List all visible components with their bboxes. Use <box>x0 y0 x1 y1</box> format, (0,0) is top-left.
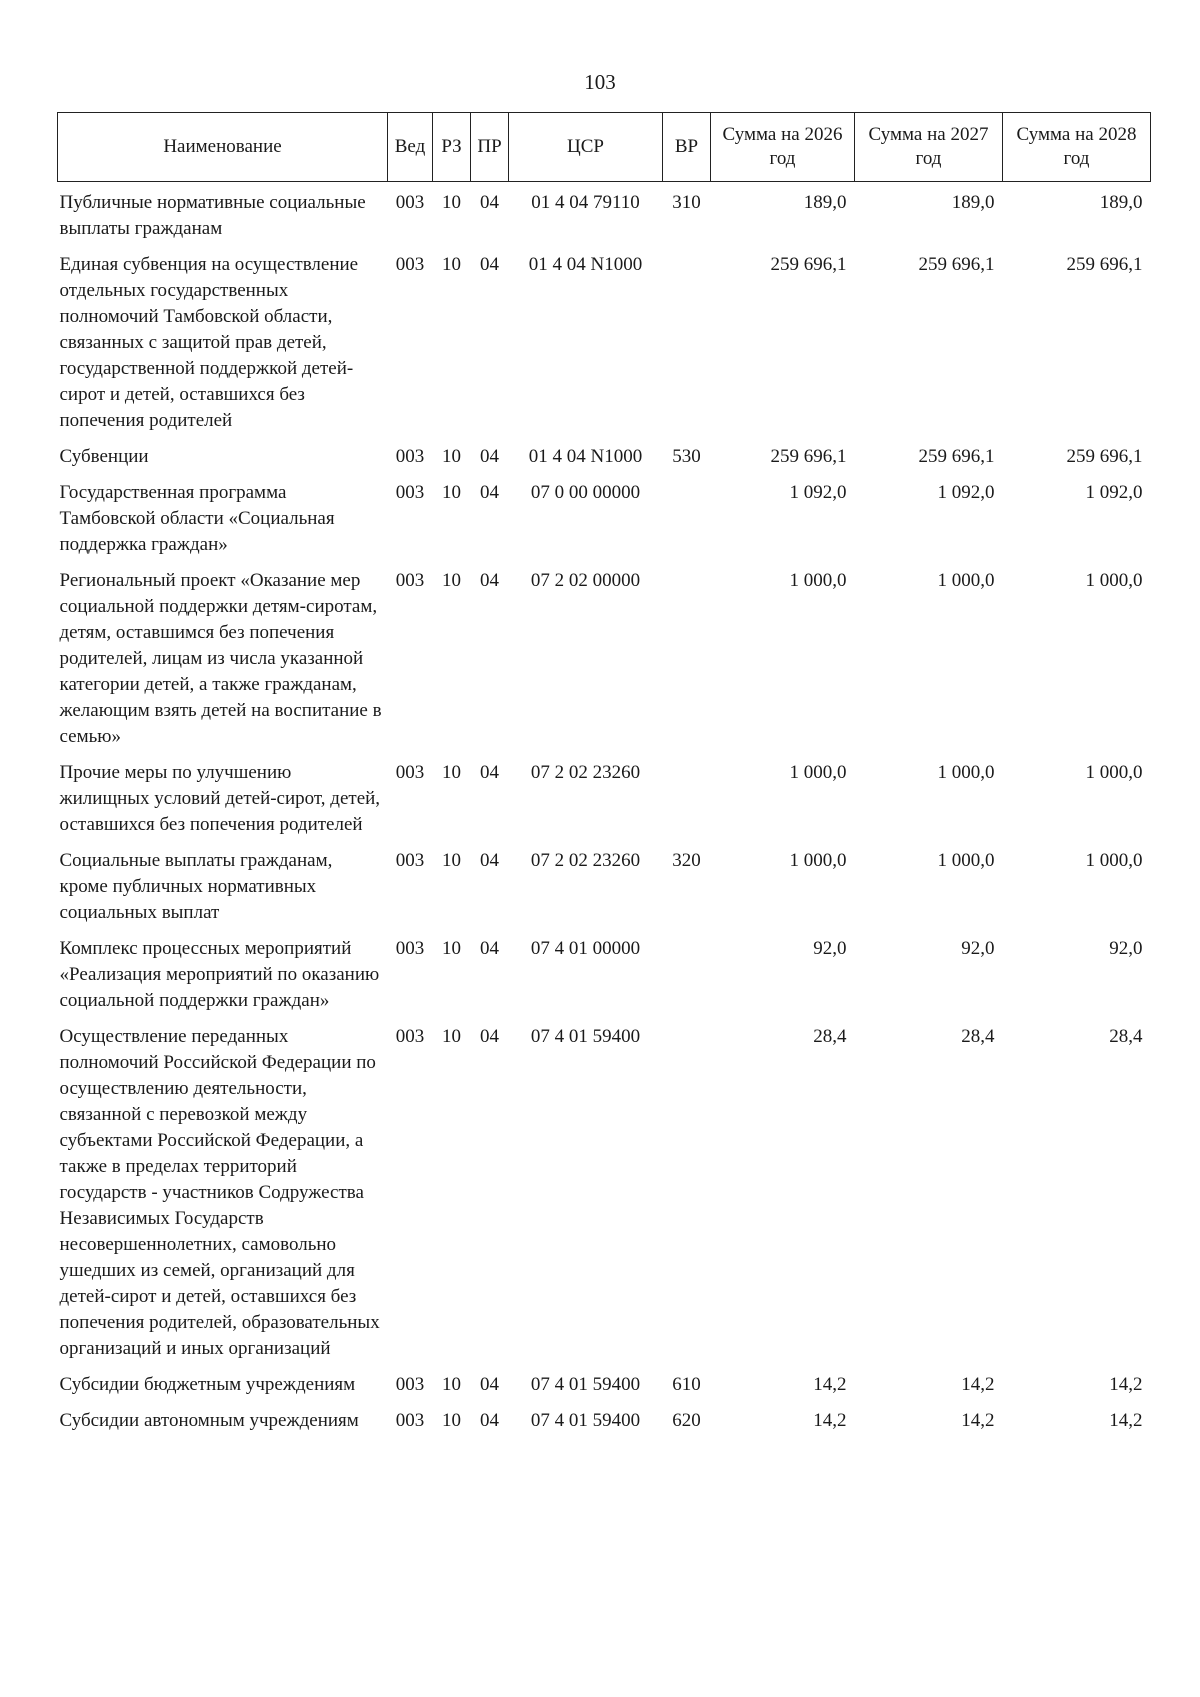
row-vr: 610 <box>672 1374 701 1395</box>
table-row <box>58 1398 1151 1434</box>
row-vr <box>663 242 711 434</box>
row-rz: 10 <box>442 482 461 503</box>
row-sum-2027: 92,0 <box>961 938 995 959</box>
table-row <box>58 1362 1151 1398</box>
row-sum-2026: 259 696,1 <box>770 254 847 275</box>
row-sum-2028: 1 000,0 <box>1085 850 1143 871</box>
table-row <box>58 1014 1151 1362</box>
row-ved: 003 <box>395 850 425 871</box>
row-csr: 07 2 02 23260 <box>530 762 641 783</box>
row-name: Социальные выплаты гражданам, кроме публичных нормативных социальных выплат <box>59 850 333 923</box>
row-name: Осуществление переданных полномочий Российской Федерации по осуществлению деятельности, связанной с перевозкой между субъектами Российской Федерации, а также в пределах территорий государств - участников Содружества Независимых Государств несовершеннолетних, самовольно ушедших из семей, организаций для детей-сирот и детей, оставшихся без попечения родителей, образовательных организаций и иных организаций <box>59 1026 380 1359</box>
row-name: Субсидии автономным учреждениям <box>59 1410 359 1431</box>
row-rz: 10 <box>442 1026 461 1047</box>
row-ved: 003 <box>395 482 425 503</box>
row-sum-2026: 1 000,0 <box>789 850 847 871</box>
page-number: 103 <box>584 70 616 94</box>
row-csr: 07 4 01 59400 <box>530 1410 641 1431</box>
row-pr: 04 <box>480 482 499 503</box>
row-rz: 10 <box>442 1410 461 1431</box>
row-sum-2026: 28,4 <box>813 1026 847 1047</box>
row-pr: 04 <box>480 192 499 213</box>
row-sum-2028: 259 696,1 <box>1066 254 1143 275</box>
row-rz: 10 <box>442 850 461 871</box>
table-row <box>58 838 1151 926</box>
row-sum-2028: 28,4 <box>1109 1026 1143 1047</box>
row-ved: 003 <box>395 446 425 467</box>
header-sum-2026: Сумма на 2026 год <box>711 113 855 182</box>
header-sum-2028: Сумма на 2028 год <box>1003 113 1151 182</box>
row-sum-2026: 1 092,0 <box>789 482 847 503</box>
row-pr: 04 <box>480 1026 499 1047</box>
header-ved: Вед <box>388 113 433 182</box>
row-ved: 003 <box>395 938 425 959</box>
row-sum-2027: 1 092,0 <box>937 482 995 503</box>
row-sum-2026: 1 000,0 <box>789 762 847 783</box>
row-sum-2027: 14,2 <box>961 1374 995 1395</box>
row-pr: 04 <box>480 1374 499 1395</box>
row-pr: 04 <box>480 1410 499 1431</box>
row-vr: 530 <box>672 446 701 467</box>
row-vr <box>663 470 711 558</box>
row-ved: 003 <box>395 1026 425 1047</box>
budget-table <box>57 112 1151 1434</box>
row-ved: 003 <box>395 1410 425 1431</box>
header-sum-2027: Сумма на 2027 год <box>855 113 1003 182</box>
table-row <box>58 750 1151 838</box>
row-pr: 04 <box>480 762 499 783</box>
row-rz: 10 <box>442 762 461 783</box>
row-name: Комплекс процессных мероприятий «Реализация мероприятий по оказанию социальной поддержки граждан» <box>59 938 380 1011</box>
row-pr: 04 <box>480 570 499 591</box>
table-row <box>58 182 1151 243</box>
row-name: Единая субвенция на осуществление отдельных государственных полномочий Тамбовской области, связанных с защитой прав детей, государственной поддержкой детей-сирот и детей, оставшихся без попечения родителей <box>59 254 359 431</box>
header-rz: РЗ <box>433 113 471 182</box>
row-sum-2028: 189,0 <box>1099 192 1143 213</box>
row-sum-2028: 1 092,0 <box>1085 482 1143 503</box>
row-sum-2028: 14,2 <box>1109 1374 1143 1395</box>
row-vr <box>663 558 711 750</box>
row-csr: 07 2 02 23260 <box>530 850 641 871</box>
header-vr: ВР <box>663 113 711 182</box>
table-body <box>58 182 1151 1435</box>
row-ved: 003 <box>395 762 425 783</box>
row-rz: 10 <box>442 254 461 275</box>
row-csr: 07 4 01 00000 <box>530 938 641 959</box>
row-rz: 10 <box>442 1374 461 1395</box>
row-vr <box>663 926 711 1014</box>
row-sum-2027: 1 000,0 <box>937 762 995 783</box>
row-ved: 003 <box>395 570 425 591</box>
row-sum-2026: 14,2 <box>813 1410 847 1431</box>
table-row <box>58 558 1151 750</box>
row-sum-2026: 1 000,0 <box>789 570 847 591</box>
row-csr: 01 4 04 N1000 <box>528 254 643 275</box>
row-rz: 10 <box>442 938 461 959</box>
row-name: Публичные нормативные социальные выплаты гражданам <box>59 192 366 239</box>
row-csr: 07 2 02 00000 <box>530 570 641 591</box>
row-sum-2027: 189,0 <box>951 192 995 213</box>
row-sum-2028: 92,0 <box>1109 938 1143 959</box>
row-rz: 10 <box>442 446 461 467</box>
row-ved: 003 <box>395 192 425 213</box>
row-name: Региональный проект «Оказание мер социальной поддержки детям-сиротам, детям, оставшимся без попечения родителей, лицам из числа указанной категории детей, а также гражданам, желающим взять детей на воспитание в семью» <box>59 570 382 747</box>
row-sum-2027: 259 696,1 <box>918 254 995 275</box>
header-csr: ЦСР <box>509 113 663 182</box>
row-vr: 310 <box>672 192 701 213</box>
header-name: Наименование <box>58 113 388 182</box>
row-vr <box>663 750 711 838</box>
header-row <box>58 113 1151 182</box>
row-sum-2026: 14,2 <box>813 1374 847 1395</box>
row-pr: 04 <box>480 446 499 467</box>
row-rz: 10 <box>442 570 461 591</box>
table-row <box>58 470 1151 558</box>
table-row <box>58 242 1151 434</box>
row-ved: 003 <box>395 254 425 275</box>
row-csr: 01 4 04 N1000 <box>528 446 643 467</box>
row-sum-2027: 28,4 <box>961 1026 995 1047</box>
row-pr: 04 <box>480 254 499 275</box>
row-sum-2027: 1 000,0 <box>937 850 995 871</box>
row-csr: 01 4 04 79110 <box>531 192 640 213</box>
row-sum-2026: 189,0 <box>803 192 847 213</box>
row-pr: 04 <box>480 938 499 959</box>
row-sum-2027: 259 696,1 <box>918 446 995 467</box>
row-name: Прочие меры по улучшению жилищных условий детей-сирот, детей, оставшихся без попечения родителей <box>59 762 381 835</box>
table-row <box>58 926 1151 1014</box>
row-ved: 003 <box>395 1374 425 1395</box>
row-csr: 07 4 01 59400 <box>530 1026 641 1047</box>
row-vr: 620 <box>672 1410 701 1431</box>
row-sum-2027: 14,2 <box>961 1410 995 1431</box>
row-vr: 320 <box>672 850 701 871</box>
row-csr: 07 4 01 59400 <box>530 1374 641 1395</box>
row-vr <box>663 1014 711 1362</box>
header-pr: ПР <box>471 113 509 182</box>
row-sum-2028: 1 000,0 <box>1085 762 1143 783</box>
row-sum-2028: 14,2 <box>1109 1410 1143 1431</box>
row-name: Государственная программа Тамбовской области «Социальная поддержка граждан» <box>59 482 335 555</box>
row-sum-2026: 259 696,1 <box>770 446 847 467</box>
row-csr: 07 0 00 00000 <box>530 482 641 503</box>
row-sum-2027: 1 000,0 <box>937 570 995 591</box>
table-row <box>58 434 1151 470</box>
row-name: Субвенции <box>59 446 149 467</box>
row-sum-2028: 1 000,0 <box>1085 570 1143 591</box>
row-name: Субсидии бюджетным учреждениям <box>59 1374 356 1395</box>
row-sum-2026: 92,0 <box>813 938 847 959</box>
row-rz: 10 <box>442 192 461 213</box>
row-sum-2028: 259 696,1 <box>1066 446 1143 467</box>
row-pr: 04 <box>480 850 499 871</box>
